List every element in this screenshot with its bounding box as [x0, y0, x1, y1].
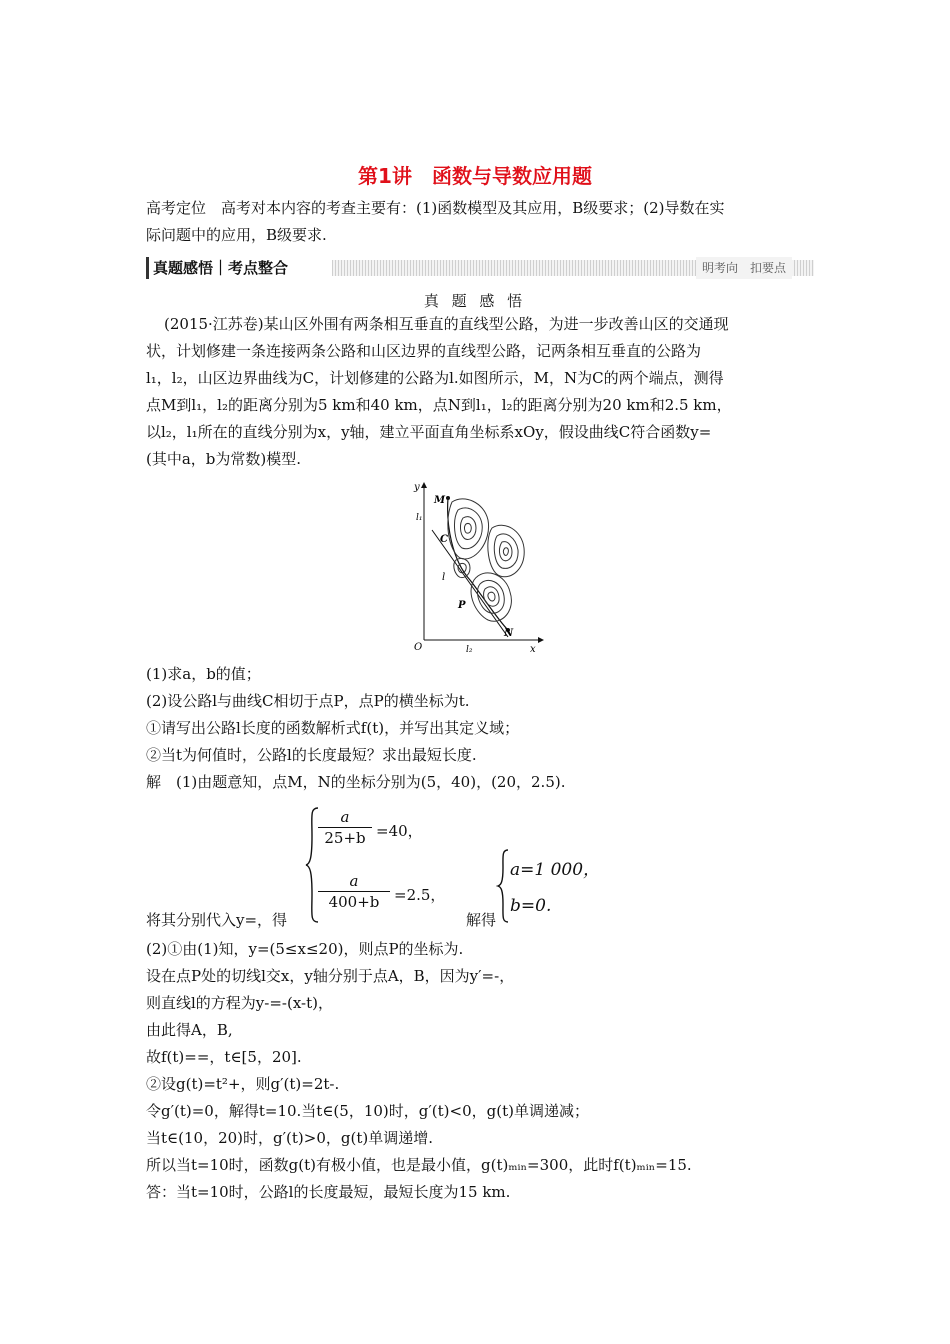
question-line: (2)设公路l与曲线C相切于点P，点P的横坐标为t.: [146, 692, 470, 710]
contour: [499, 542, 512, 561]
contour: [464, 523, 471, 533]
question-line: (1)求a，b的值；: [146, 665, 261, 683]
solution-line: 所以当t=10时，函数g(t)有极小值，也是最小值，g(t)ₘᵢₙ=300，此时f(t)ₘᵢₙ=15.: [146, 1156, 692, 1174]
problem-line: (其中a，b为常数)模型.: [146, 450, 302, 468]
problem-line: l₁，l₂，山区边界曲线为C，计划修建的公路为l.如图所示，M，N为C的两个端点，测得: [146, 369, 724, 387]
label-n: N: [504, 628, 514, 639]
label-x: x: [530, 644, 536, 655]
solution-line: 令g′(t)=0，解得t=10.当t∈(5，10)时，g′(t)<0，g(t)单调递减；: [146, 1102, 589, 1120]
banner-label: 真题感悟｜考点整合: [146, 257, 292, 279]
label-y: y: [414, 482, 420, 493]
contour: [488, 592, 495, 601]
contour: [494, 534, 518, 568]
contour: [460, 517, 476, 540]
x-axis-arrow: [538, 637, 544, 643]
label-l: l: [442, 572, 446, 583]
eq2-numerator: a: [349, 872, 359, 890]
intro-line-2: 际问题中的应用，B级要求.: [146, 226, 327, 244]
point-m: [446, 496, 450, 500]
figure-svg: [412, 480, 544, 656]
solution-line: 当t∈(10，20)时，g′(t)>0，g(t)单调递增.: [146, 1129, 433, 1147]
problem-line: 点M到l₁，l₂的距离分别为5 km和40 km，点N到l₁，l₂的距离分别为20 km和2.5 km，: [146, 396, 732, 414]
question-line: ①请写出公路l长度的函数解析式f(t)，并写出其定义域；: [146, 719, 520, 737]
solution-line: 则直线l的方程为y-=-(x-t)，: [146, 994, 333, 1012]
intro-line-1: 高考定位 高考对本内容的考查主要有：(1)函数模型及其应用，B级要求；(2)导数在实: [146, 199, 725, 217]
label-l2: l₂: [466, 645, 473, 655]
contour: [488, 525, 524, 577]
question-line: ②当t为何值时，公路l的长度最短？求出最短长度.: [146, 746, 477, 764]
solution-line: 故f(t)==，t∈[5，20].: [146, 1048, 302, 1066]
solution-line: (2)①由(1)知，y=(5≤x≤20)，则点P的坐标为.: [146, 940, 464, 958]
eq2-rhs: =2.5，: [394, 886, 446, 904]
label-m: M: [434, 495, 446, 506]
label-l1: l₁: [416, 513, 423, 523]
eq1-fraction: [318, 808, 372, 847]
label-o: O: [414, 642, 423, 653]
banner-right-text: 明考向 扣要点: [696, 257, 792, 279]
problem-line: 状，计划修建一条连接两条公路和山区边界的直线型公路，记两条相互垂直的公路为: [146, 342, 702, 360]
solution-line: ②设g(t)=t²+，则g′(t)=2t-.: [146, 1075, 340, 1093]
eq2-denominator: 400+b: [328, 893, 380, 911]
result-brace: [496, 848, 510, 924]
solution-line: 由此得A，B,: [146, 1021, 233, 1039]
mountain-road-figure: [412, 480, 544, 656]
eq1-numerator: a: [340, 808, 350, 826]
result-b: b=0.: [510, 896, 552, 916]
contour: [484, 587, 500, 606]
eq1-rhs: =40，: [376, 822, 423, 840]
section-heading: 真 题 感 悟: [423, 292, 527, 310]
contour: [503, 548, 508, 556]
section-banner: [146, 257, 814, 279]
problem-line: (2015·江苏卷)某山区外围有两条相互垂直的直线型公路，为进一步改善山区的交通现: [164, 315, 729, 333]
problem-line: 以l₂，l₁所在的直线分别为x，y轴，建立平面直角坐标系xOy，假设曲线C符合函数y=: [146, 423, 712, 441]
answer-line: 答：当t=10时，公路l的长度最短，最短长度为15 km.: [146, 1183, 511, 1201]
label-p: P: [458, 600, 466, 611]
substitute-text: 将其分别代入y=，得: [146, 911, 288, 929]
label-c: C: [440, 534, 448, 545]
eq1-denominator: 25+b: [324, 829, 366, 847]
result-a: a=1 000，: [510, 860, 601, 880]
lecture-title: 第1讲 函数与导数应用题: [358, 164, 592, 188]
contour: [455, 508, 483, 549]
solution-line: 设在点P处的切线l交x，y轴分别于点A，B，因为y′=-，: [146, 967, 515, 985]
solve-label: 解得: [466, 911, 497, 929]
y-axis-arrow: [421, 482, 427, 488]
eq2-fraction: [318, 872, 390, 911]
solution-line: 解 (1)由题意知，点M，N的坐标分别为(5，40)，(20，2.5).: [146, 773, 566, 791]
